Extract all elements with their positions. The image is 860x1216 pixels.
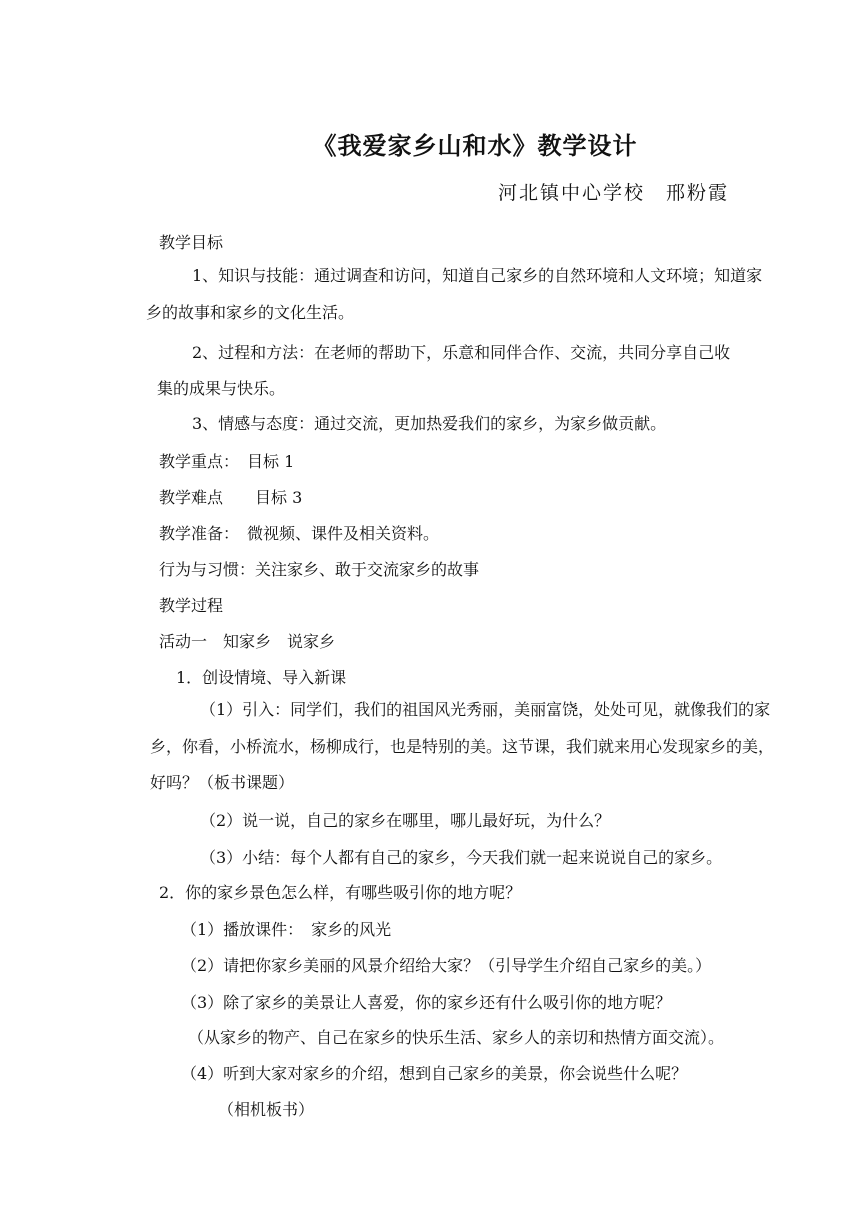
goal-2-line-1: 2、过程和方法：在老师的帮助下，乐意和同伴合作、交流，共同分享自己收 [192, 343, 731, 362]
key-point: 教学重点： 目标 1 [159, 452, 295, 471]
step-2-3: （3）除了家乡的美景让人喜爱，你的家乡还有什么吸引你的地方呢？ [181, 993, 672, 1012]
step-1-1: （1）引入：同学们，我们的祖国风光秀丽，美丽富饶，处处可见，就像我们的家乡，你看，小桥流水，杨柳成行，也是特别的美。这节课，我们就来用心发现家乡的美，好吗？（板书课题） [150, 700, 775, 792]
step-2-2: （2）请把你家乡美丽的风景介绍给大家？（引导学生介绍自己家乡的美。） [181, 956, 712, 975]
goals-heading: 教学目标 [159, 233, 224, 252]
step-1-2: （2）说一说，自己的家乡在哪里，哪儿最好玩，为什么？ [200, 811, 611, 830]
step-2-4-note: （相机板书） [218, 1100, 315, 1119]
activity-1: 活动一 知家乡 说家乡 [159, 632, 336, 651]
step-2-4: （4）听到大家对家乡的介绍，想到自己家乡的美景，你会说些什么呢？ [181, 1064, 688, 1083]
goal-2-line-2: 集的成果与快乐。 [157, 379, 286, 398]
preparation: 教学准备： 微视频、课件及相关资料。 [159, 524, 440, 543]
author-line: 河北镇中心学校 邢粉霞 [498, 182, 730, 204]
goal-1: 1、知识与技能：通过调查和访问，知道自己家乡的自然环境和人文环境；知道家乡的故事和家乡的文化生活。 [146, 266, 763, 322]
step-2: 2．你的家乡景色怎么样，有哪些吸引你的地方呢？ [159, 883, 522, 902]
step-2-3-note: （从家乡的物产、自己在家乡的快乐生活、家乡人的亲切和热情方面交流）。 [188, 1028, 725, 1047]
document-title: 《我爱家乡山和水》教学设计 [312, 131, 638, 160]
goal-3: 3、情感与态度：通过交流，更加热爱我们的家乡，为家乡做贡献。 [192, 414, 667, 433]
difficulty: 教学难点 目标 3 [159, 488, 303, 507]
step-2-1: （1）播放课件： 家乡的风光 [181, 920, 392, 939]
step-1: 1．创设情境、导入新课 [176, 668, 347, 687]
habits: 行为与习惯：关注家乡、敢于交流家乡的故事 [159, 560, 480, 579]
step-1-3: （3）小结：每个人都有自己的家乡，今天我们就一起来说说自己的家乡。 [200, 848, 723, 867]
process-heading: 教学过程 [159, 596, 224, 615]
